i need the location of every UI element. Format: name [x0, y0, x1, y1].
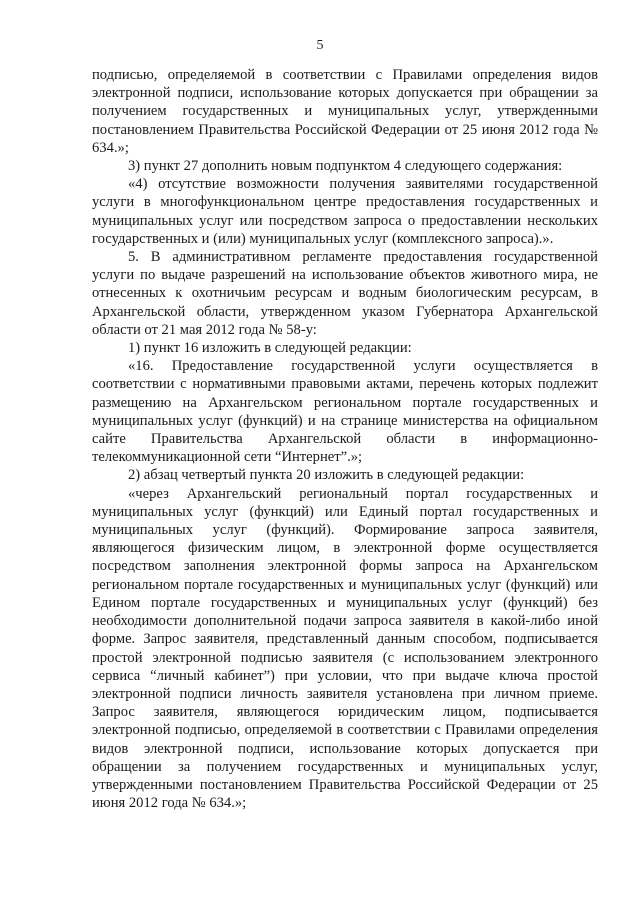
paragraph-clause-16: «16. Предоставление государственной услуги осуществляется в соответствии с нормативными правовыми актами, перечень которых подлежит размещению на Архангельском региональном портале государственных и муниципальных услуг (функций) и на странице министерства на официальном сайте Правительства Архангельской области в информационно-телекоммуникационной сети “Интернет”.»; — [92, 358, 598, 466]
paragraph-clause-20-text: «через Архангельский региональный портал государственных и муниципальных услуг (функций) или Единый портал государственных и муниципальных услуг (функций). Формирование запроса заявителя, являющегося физическим лицом, в электронной форме осуществляется посредством заполнения электронной формы запроса на Архангельском региональном портале государственных и муниципальных услуг (функций) или Едином портале государственных и муниципальных услуг (функций) без необходимости дополнительной подачи запроса заявителя в какой-либо иной форме. Запрос заявителя, представленный данным способом, подписывается простой электронной подписью заявителя (с использованием электронного сервиса “личный кабинет”) при условии, что при выдаче ключа простой электронной подписи личность заявителя установлена при личном приеме. Запрос заявителя, являющегося юридическим лицом, подписывается электронной подписью, определяемой в соответствии с Правилами определения видов электронной подписи, использование которых допускается при обращении за получением государственных и муниципальных услуг, утвержденными постановлением Правительства Российской Федерации от 25 июня 2012 года № 634.»; — [92, 485, 598, 812]
paragraph-item-2: 2) абзац четвертый пункта 20 изложить в следующей редакции: — [128, 467, 525, 484]
page-number: 5 — [316, 38, 324, 53]
paragraph-section-5: 5. В административном регламенте предоставления государственной услуги по выдаче разрешений на использование объектов животного мира, не отнесенных к охотничьим ресурсам и водным биологическим ресурсам, в Архангельской области, утвержденном указом Губернатора Архангельской области от 21 мая 2012 года № 58-у: — [92, 249, 598, 338]
paragraph-subitem-4: «4) отсутствие возможности получения заявителями государственной услуги в многофункциональном центре предоставления государственных и муниципальных услуг или посредством запроса о предоставлении нескольких государственных и (или) муниципальных услуг (комплексного запроса).». — [92, 176, 598, 247]
paragraph-item-1: 1) пункт 16 изложить в следующей редакции: — [128, 340, 412, 357]
paragraph-item-3: 3) пункт 27 дополнить новым подпунктом 4 следующего содержания: — [128, 158, 563, 175]
paragraph-continuation: подписью, определяемой в соответствии с Правилами определения видов электронной подписи, использование которых допускается при обращении за получением государственных и муниципальных услуг, утвержденными постановлением Правительства Российской Федерации от 25 июня 2012 года № 634.»; — [92, 67, 598, 156]
document-body — [92, 66, 598, 812]
